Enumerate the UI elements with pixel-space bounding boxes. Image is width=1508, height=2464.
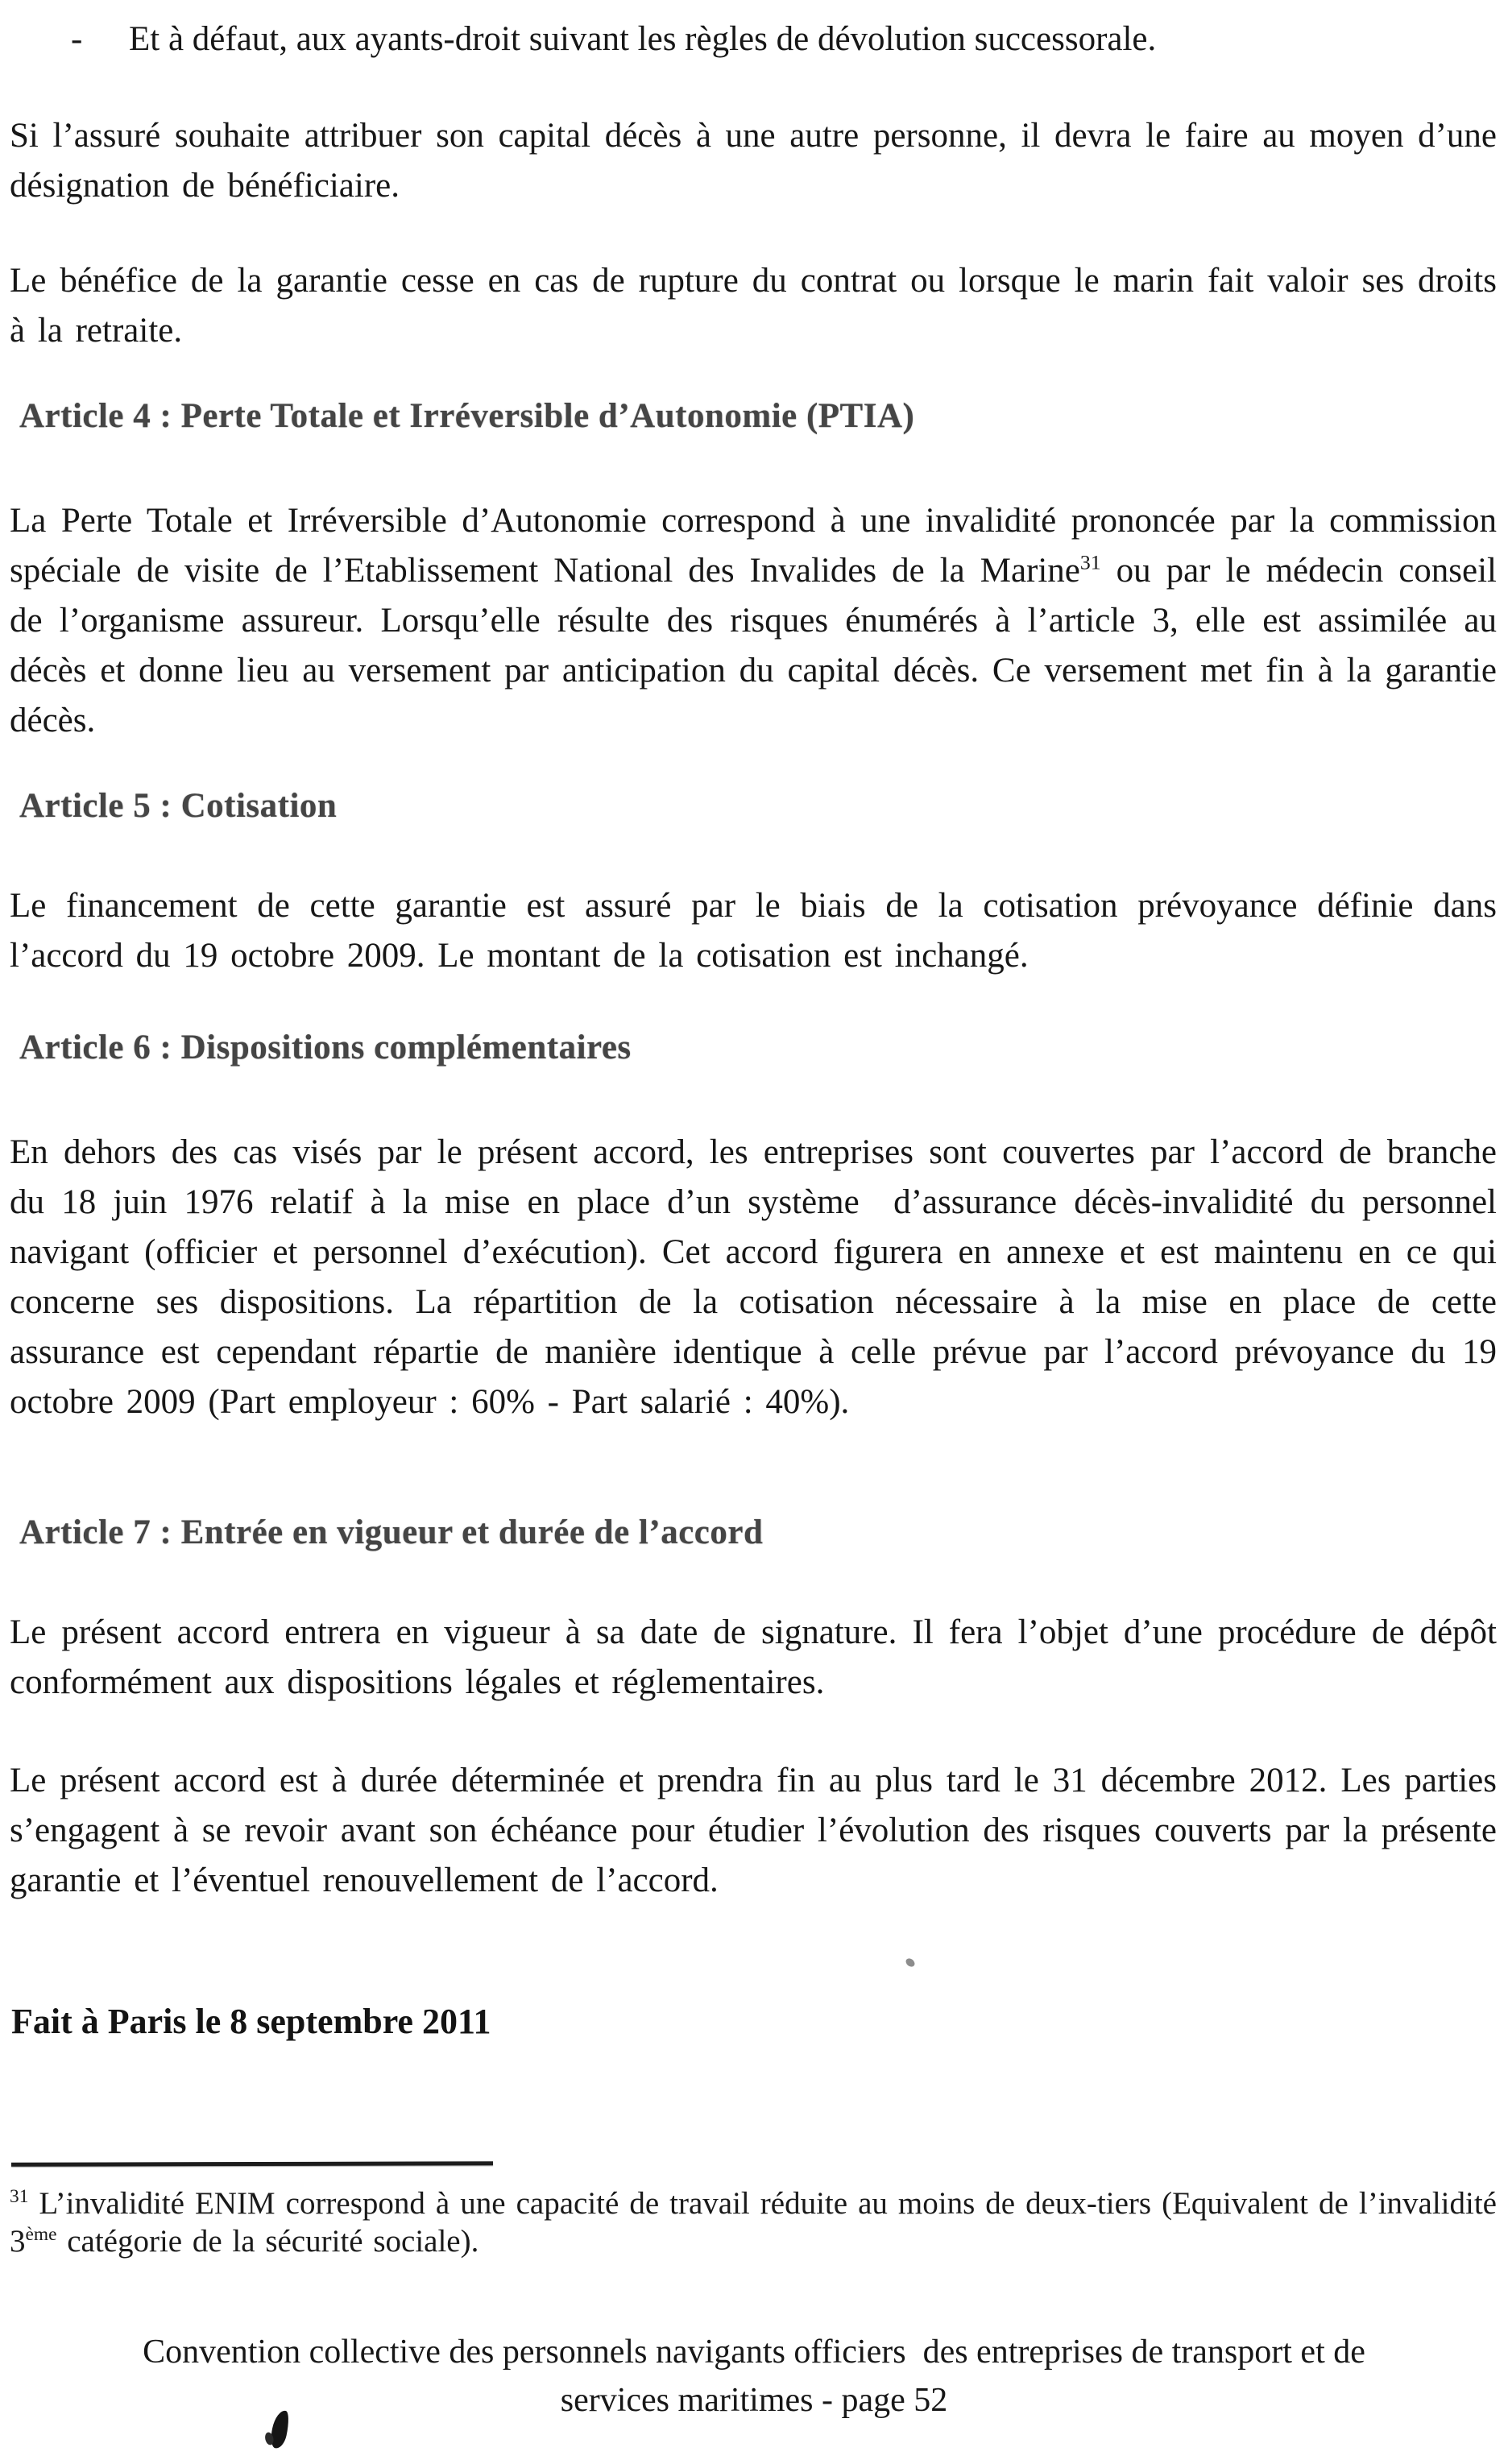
article-7-paragraph-1: Le présent accord entrera en vigueur à sa date de signature. Il fera l’objet d’une procédure de dépôt conformément aux dispositions légales et réglementaires. (10, 1613, 1497, 1701)
bullet-dash: - (71, 20, 83, 58)
article-5-heading: Article 5 : Cotisation (19, 787, 338, 825)
footnote-reference-31: 31 (1079, 550, 1101, 574)
article-4-text-after-footnote-ref: ou par le médecin conseil de l’organisme assureur. Lorsqu’elle résulte des risques énumérés à l’article 3, elle est assimilée au décès et donne lieu au versement par anticipation du capital décès. Ce versement met fin à la garantie décès. (10, 552, 1497, 739)
paragraph-designation-beneficiaire: Si l’assuré souhaite attribuer son capital décès à une autre personne, il devra le faire au moyen d’une désignation de bénéficiaire. (10, 117, 1497, 205)
bullet-item-devolution (71, 14, 1456, 64)
footer-line-1: Convention collective des personnels navigants officiers des entreprises de transport et de (143, 2334, 1365, 2371)
article-4-heading: Article 4 : Perte Totale et Irréversible d’Autonomie (PTIA) (19, 397, 915, 435)
article-4-text-before-footnote-ref: La Perte Totale et Irréversible d’Autonomie correspond à une invalidité prononcée par la commission spéciale de visite de l’Etablissement National des Invalides de la Marine (10, 502, 1497, 590)
article-7-heading: Article 7 : Entrée en vigueur et durée de l’accord (19, 1514, 764, 1551)
footnote-text-after-sup: catégorie de la sécurité sociale). (56, 2224, 479, 2259)
footnote-ordinal-eme: ème (25, 2224, 57, 2245)
footnote-number-31: 31 (10, 2186, 29, 2207)
footnote-31 (10, 2184, 1497, 2260)
footer-line-2: services maritimes - page 52 (560, 2382, 948, 2419)
bullet-text: Et à défaut, aux ayants-droit suivant les règles de dévolution successorale. (129, 20, 1157, 58)
scan-speck-artifact (905, 1957, 917, 1969)
paragraph-cessation-garantie: Le bénéfice de la garantie cesse en cas de rupture du contrat ou lorsque le marin fait valoir ses droits à la retraite. (10, 262, 1497, 350)
footnote-text-before-sup: L’invalidité ENIM correspond à une capacité de travail réduite au moins de deux-tiers (Equivalent de l’invalidité 3 (10, 2186, 1497, 2259)
article-4-paragraph (10, 496, 1497, 746)
article-6-paragraph: En dehors des cas visés par le présent accord, les entreprises sont couvertes par l’accord de branche du 18 juin 1976 relatif à la mise en place d’un système d’assurance décès-invalidité du personnel navigant (officier et personnel d’exécution). Cet accord figurera en annexe et est maintenu en ce qui concerne ses dispositions. La répartition de la cotisation nécessaire à la mise en place de cette assurance est cependant répartie de manière identique à celle prévue par l’accord prévoyance du 19 octobre 2009 (Part employeur : 60% - Part salarié : 40%). (10, 1133, 1497, 1421)
article-5-paragraph: Le financement de cette garantie est assuré par le biais de la cotisation prévoyance définie dans l’accord du 19 octobre 2009. Le montant de la cotisation est inchangé. (10, 887, 1497, 975)
article-7-paragraph-2: Le présent accord est à durée déterminée et prendra fin au plus tard le 31 décembre 2012. Les parties s’engagent à se revoir avant son échéance pour étudier l’évolution des risques couverts par la présente garantie et l’éventuel renouvellement de l’accord. (10, 1762, 1497, 1899)
footnote-separator-rule (11, 2161, 493, 2167)
signature-line: Fait à Paris le 8 septembre 2011 (11, 2002, 491, 2041)
article-6-heading: Article 6 : Dispositions complémentaires (19, 1029, 632, 1066)
page-footer (0, 2328, 1508, 2425)
